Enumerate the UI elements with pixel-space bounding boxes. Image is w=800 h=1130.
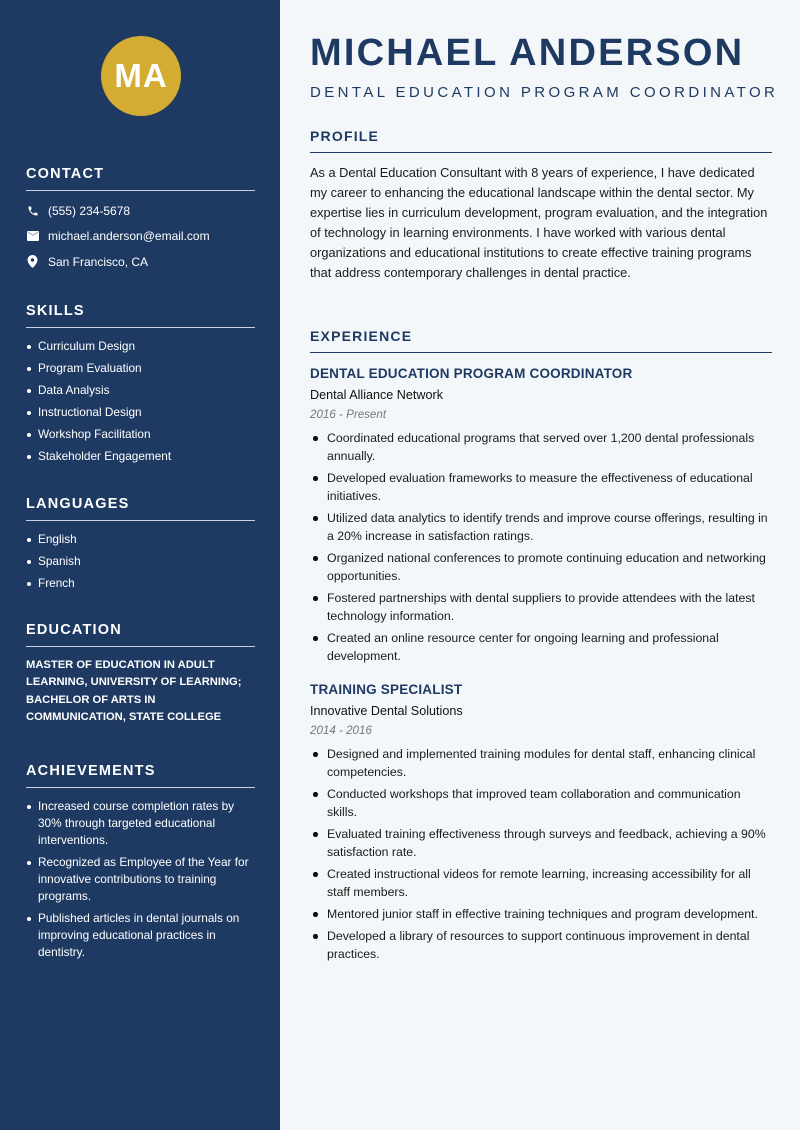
job-bullet: Created an online resource center for ongoing learning and professional development. — [310, 629, 772, 665]
contact-location — [26, 253, 255, 270]
skill-item: Instructional Design — [26, 404, 255, 421]
job-dates: 2016 - Present — [310, 408, 387, 421]
contact-email — [26, 228, 255, 245]
achievement-item: Increased course completion rates by 30% through targeted educational interventions. — [26, 798, 255, 849]
job-bullet: Created instructional videos for remote learning, increasing accessibility for all staff members. — [310, 865, 772, 901]
education-text: MASTER OF EDUCATION IN ADULT LEARNING, UNIVERSITY OF LEARNING; BACHELOR OF ARTS IN COMMUNICATION, STATE COLLEGE — [26, 659, 242, 723]
skills-section — [26, 303, 255, 465]
job-entry-title: TRAINING SPECIALIST — [310, 682, 463, 697]
languages-heading: LANGUAGES — [26, 496, 255, 521]
person-name: MICHAEL ANDERSON — [310, 32, 745, 74]
phone-text[interactable]: (555) 234-5678 — [48, 203, 131, 218]
achievements-list — [26, 798, 255, 961]
skill-item: Stakeholder Engagement — [26, 448, 255, 465]
job-title: DENTAL EDUCATION PROGRAM COORDINATOR — [310, 84, 779, 101]
avatar — [101, 36, 181, 116]
profile-heading: PROFILE — [310, 128, 772, 153]
profile-section — [310, 128, 772, 283]
contact-list — [26, 202, 255, 270]
education-section — [26, 622, 255, 726]
job-bullet: Organized national conferences to promote continuing education and networking opportunities. — [310, 549, 772, 585]
experience-heading: EXPERIENCE — [310, 328, 772, 353]
job-bullet: Fostered partnerships with dental suppliers to provide attendees with the latest technology information. — [310, 589, 772, 625]
email-icon — [26, 230, 39, 243]
contact-heading: CONTACT — [26, 166, 255, 191]
job-bullet: Coordinated educational programs that served over 1,200 dental professionals annually. — [310, 429, 772, 465]
company-name: Dental Alliance Network — [310, 388, 443, 402]
language-item: English — [26, 531, 255, 548]
email-text[interactable]: michael.anderson@email.com — [48, 229, 210, 243]
company-name: Innovative Dental Solutions — [310, 704, 463, 718]
achievements-heading: ACHIEVEMENTS — [26, 763, 255, 788]
job-entry-title: DENTAL EDUCATION PROGRAM COORDINATOR — [310, 366, 633, 381]
job-bullet: Designed and implemented training modules for dental staff, enhancing clinical competencies. — [310, 745, 772, 781]
skills-heading: SKILLS — [26, 303, 255, 328]
skill-item: Curriculum Design — [26, 338, 255, 355]
avatar-initials: MA — [114, 57, 168, 94]
job-bullet: Utilized data analytics to identify trends and improve course offerings, resulting in a 20% increase in satisfaction ratings. — [310, 509, 772, 545]
sidebar — [0, 0, 280, 1130]
job-bullet: Conducted workshops that improved team collaboration and communication skills. — [310, 785, 772, 821]
job-bullet: Developed a library of resources to support continuous improvement in dental practices. — [310, 927, 772, 963]
job-bullet: Mentored junior staff in effective training techniques and program development. — [310, 905, 772, 923]
languages-section — [26, 496, 255, 592]
achievement-item: Published articles in dental journals on improving educational practices in dentistry. — [26, 910, 255, 961]
job-bullet: Developed evaluation frameworks to measure the effectiveness of educational initiatives. — [310, 469, 772, 505]
job-entry — [310, 682, 772, 963]
phone-icon — [26, 204, 39, 217]
skill-item: Data Analysis — [26, 382, 255, 399]
skill-item: Workshop Facilitation — [26, 426, 255, 443]
achievements-section — [26, 763, 255, 961]
contact-phone — [26, 202, 255, 219]
job-dates: 2014 - 2016 — [310, 724, 372, 737]
job-bullets — [310, 745, 772, 963]
languages-list — [26, 531, 255, 592]
experience-section — [310, 328, 772, 963]
job-bullets — [310, 429, 772, 665]
language-item: Spanish — [26, 553, 255, 570]
contact-section — [26, 166, 255, 270]
skills-list — [26, 338, 255, 465]
education-heading: EDUCATION — [26, 622, 255, 647]
job-bullet: Evaluated training effectiveness through surveys and feedback, achieving a 90% satisfaction rate. — [310, 825, 772, 861]
location-pin-icon — [26, 255, 39, 268]
job-entry — [310, 366, 772, 665]
skill-item: Program Evaluation — [26, 360, 255, 377]
location-text: San Francisco, CA — [48, 254, 149, 269]
achievement-item: Recognized as Employee of the Year for innovative contributions to training programs. — [26, 854, 255, 905]
language-item: French — [26, 575, 255, 592]
profile-text: As a Dental Education Consultant with 8 years of experience, I have dedicated my career to enhancing the educational landscape within the dental sector. My expertise lies in curriculum development, program evaluation, and the integration of technology in learning environments. I have worked with various dental organizations and educational institutions to create effective training programs that address contemporary challenges in dental practice. — [310, 165, 768, 280]
